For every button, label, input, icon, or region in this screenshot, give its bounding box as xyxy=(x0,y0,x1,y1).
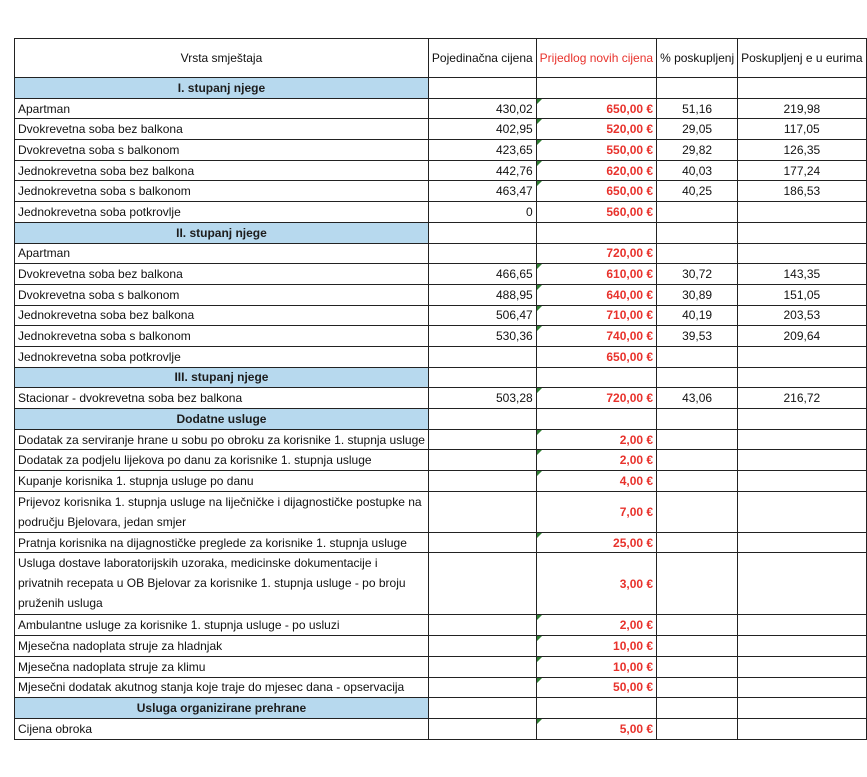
table-row xyxy=(15,181,867,202)
section-title: Usluga organizirane prehrane xyxy=(15,698,429,719)
row-pct xyxy=(657,243,738,264)
row-pct: 29,05 xyxy=(657,119,738,140)
table-row xyxy=(15,471,867,492)
row-price: 402,95 xyxy=(428,119,536,140)
row-price: 503,28 xyxy=(428,388,536,409)
section-title: Dodatne usluge xyxy=(15,409,429,430)
table-row xyxy=(15,305,867,326)
table-row xyxy=(15,119,867,140)
row-price: 423,65 xyxy=(428,140,536,161)
row-new-price: 10,00 € xyxy=(536,656,656,677)
row-pct: 40,03 xyxy=(657,160,738,181)
table-row xyxy=(15,450,867,471)
table-row xyxy=(15,532,867,553)
row-new-price: 520,00 € xyxy=(536,119,656,140)
row-new-price: 2,00 € xyxy=(536,450,656,471)
table-row xyxy=(15,346,867,367)
row-pct: 40,25 xyxy=(657,181,738,202)
table-row xyxy=(15,677,867,698)
table-row xyxy=(15,202,867,223)
section-row xyxy=(15,698,867,719)
row-new-price: 720,00 € xyxy=(536,388,656,409)
table-row xyxy=(15,140,867,161)
row-name: Apartman xyxy=(15,98,429,119)
row-new-price: 7,00 € xyxy=(536,491,656,532)
row-price: 506,47 xyxy=(428,305,536,326)
header-pct: % poskupljenj xyxy=(657,39,738,78)
row-new-price: 3,00 € xyxy=(536,553,656,615)
table-row xyxy=(15,429,867,450)
row-pct: 30,72 xyxy=(657,264,738,285)
row-new-price: 4,00 € xyxy=(536,471,656,492)
row-pct: 29,82 xyxy=(657,140,738,161)
row-new-price: 620,00 € xyxy=(536,160,656,181)
table-row xyxy=(15,615,867,636)
section-title: I. stupanj njege xyxy=(15,78,429,99)
row-new-price: 650,00 € xyxy=(536,346,656,367)
row-eur xyxy=(738,346,866,367)
row-eur: 143,35 xyxy=(738,264,866,285)
row-eur: 209,64 xyxy=(738,326,866,347)
row-name: Jednokrevetna soba potkrovlje xyxy=(15,202,429,223)
row-eur: 219,98 xyxy=(738,98,866,119)
row-price xyxy=(428,346,536,367)
row-new-price: 2,00 € xyxy=(536,429,656,450)
row-new-price: 650,00 € xyxy=(536,98,656,119)
row-name: Jednokrevetna soba bez balkona xyxy=(15,160,429,181)
row-name: Apartman xyxy=(15,243,429,264)
row-new-price: 25,00 € xyxy=(536,532,656,553)
table-row xyxy=(15,388,867,409)
section-row xyxy=(15,409,867,430)
row-new-price: 10,00 € xyxy=(536,636,656,657)
row-name: Mjesečni dodatak akutnog stanja koje traje do mjesec dana - opservacija xyxy=(15,677,429,698)
row-new-price: 550,00 € xyxy=(536,140,656,161)
row-name: Jednokrevetna soba s balkonom xyxy=(15,181,429,202)
table-row xyxy=(15,243,867,264)
row-eur: 216,72 xyxy=(738,388,866,409)
row-pct: 51,16 xyxy=(657,98,738,119)
section-row xyxy=(15,367,867,388)
row-price xyxy=(428,243,536,264)
row-name: Dvokrevetna soba s balkonom xyxy=(15,140,429,161)
row-name: Usluga dostave laboratorijskih uzoraka, medicinske dokumentacije i privatnih recepata u OB Bjelovar za korisnike 1. stupnja usluge - po broju pruženih usluga xyxy=(15,553,429,615)
row-price: 530,36 xyxy=(428,326,536,347)
table-row xyxy=(15,264,867,285)
row-eur: 151,05 xyxy=(738,284,866,305)
row-name: Mjesečna nadoplata struje za hladnjak xyxy=(15,636,429,657)
row-name: Dvokrevetna soba s balkonom xyxy=(15,284,429,305)
row-pct: 30,89 xyxy=(657,284,738,305)
table-row xyxy=(15,636,867,657)
header-eur: Poskupljenj e u eurima xyxy=(738,39,866,78)
row-name: Dvokrevetna soba bez balkona xyxy=(15,119,429,140)
row-eur: 177,24 xyxy=(738,160,866,181)
row-new-price: 2,00 € xyxy=(536,615,656,636)
row-new-price: 720,00 € xyxy=(536,243,656,264)
row-new-price: 640,00 € xyxy=(536,284,656,305)
row-name: Dodatak za serviranje hrane u sobu po obroku za korisnike 1. stupnja usluge xyxy=(15,429,429,450)
row-name: Pratnja korisnika na dijagnostičke preglede za korisnike 1. stupnja usluge xyxy=(15,532,429,553)
table-row xyxy=(15,284,867,305)
row-name: Prijevoz korisnika 1. stupnja usluge na liječničke i dijagnostičke postupke na području Bjelovara, jedan smjer xyxy=(15,491,429,532)
header-new-price: Prijedlog novih cijena xyxy=(536,39,656,78)
row-new-price: 740,00 € xyxy=(536,326,656,347)
row-pct: 43,06 xyxy=(657,388,738,409)
row-eur xyxy=(738,202,866,223)
row-price: 0 xyxy=(428,202,536,223)
row-pct xyxy=(657,202,738,223)
row-eur: 203,53 xyxy=(738,305,866,326)
table-row xyxy=(15,553,867,615)
row-new-price: 560,00 € xyxy=(536,202,656,223)
row-new-price: 650,00 € xyxy=(536,181,656,202)
row-pct xyxy=(657,346,738,367)
row-eur xyxy=(738,243,866,264)
header-row xyxy=(15,39,867,78)
row-name: Mjesečna nadoplata struje za klimu xyxy=(15,656,429,677)
row-price: 463,47 xyxy=(428,181,536,202)
row-price: 442,76 xyxy=(428,160,536,181)
header-price: Pojedinačna cijena xyxy=(428,39,536,78)
table-row xyxy=(15,656,867,677)
row-name: Kupanje korisnika 1. stupnja usluge po danu xyxy=(15,471,429,492)
row-eur: 186,53 xyxy=(738,181,866,202)
section-row xyxy=(15,78,867,99)
table-row xyxy=(15,98,867,119)
row-price: 488,95 xyxy=(428,284,536,305)
row-pct: 40,19 xyxy=(657,305,738,326)
row-new-price: 610,00 € xyxy=(536,264,656,285)
row-name: Jednokrevetna soba bez balkona xyxy=(15,305,429,326)
table-row xyxy=(15,718,867,739)
section-row xyxy=(15,222,867,243)
table-row xyxy=(15,491,867,532)
row-new-price: 5,00 € xyxy=(536,718,656,739)
row-new-price: 710,00 € xyxy=(536,305,656,326)
price-table xyxy=(14,38,867,740)
row-name: Jednokrevetna soba s balkonom xyxy=(15,326,429,347)
table-row xyxy=(15,326,867,347)
row-pct: 39,53 xyxy=(657,326,738,347)
row-name: Cijena obroka xyxy=(15,718,429,739)
row-name: Jednokrevetna soba potkrovlje xyxy=(15,346,429,367)
table-row xyxy=(15,160,867,181)
section-title: II. stupanj njege xyxy=(15,222,429,243)
row-name: Dodatak za podjelu lijekova po danu za korisnike 1. stupnja usluge xyxy=(15,450,429,471)
row-name: Stacionar - dvokrevetna soba bez balkona xyxy=(15,388,429,409)
section-title: III. stupanj njege xyxy=(15,367,429,388)
row-price: 430,02 xyxy=(428,98,536,119)
row-name: Dvokrevetna soba bez balkona xyxy=(15,264,429,285)
header-type: Vrsta smještaja xyxy=(15,39,429,78)
row-new-price: 50,00 € xyxy=(536,677,656,698)
row-eur: 117,05 xyxy=(738,119,866,140)
row-eur: 126,35 xyxy=(738,140,866,161)
row-name: Ambulantne usluge za korisnike 1. stupnja usluge - po usluzi xyxy=(15,615,429,636)
row-price: 466,65 xyxy=(428,264,536,285)
